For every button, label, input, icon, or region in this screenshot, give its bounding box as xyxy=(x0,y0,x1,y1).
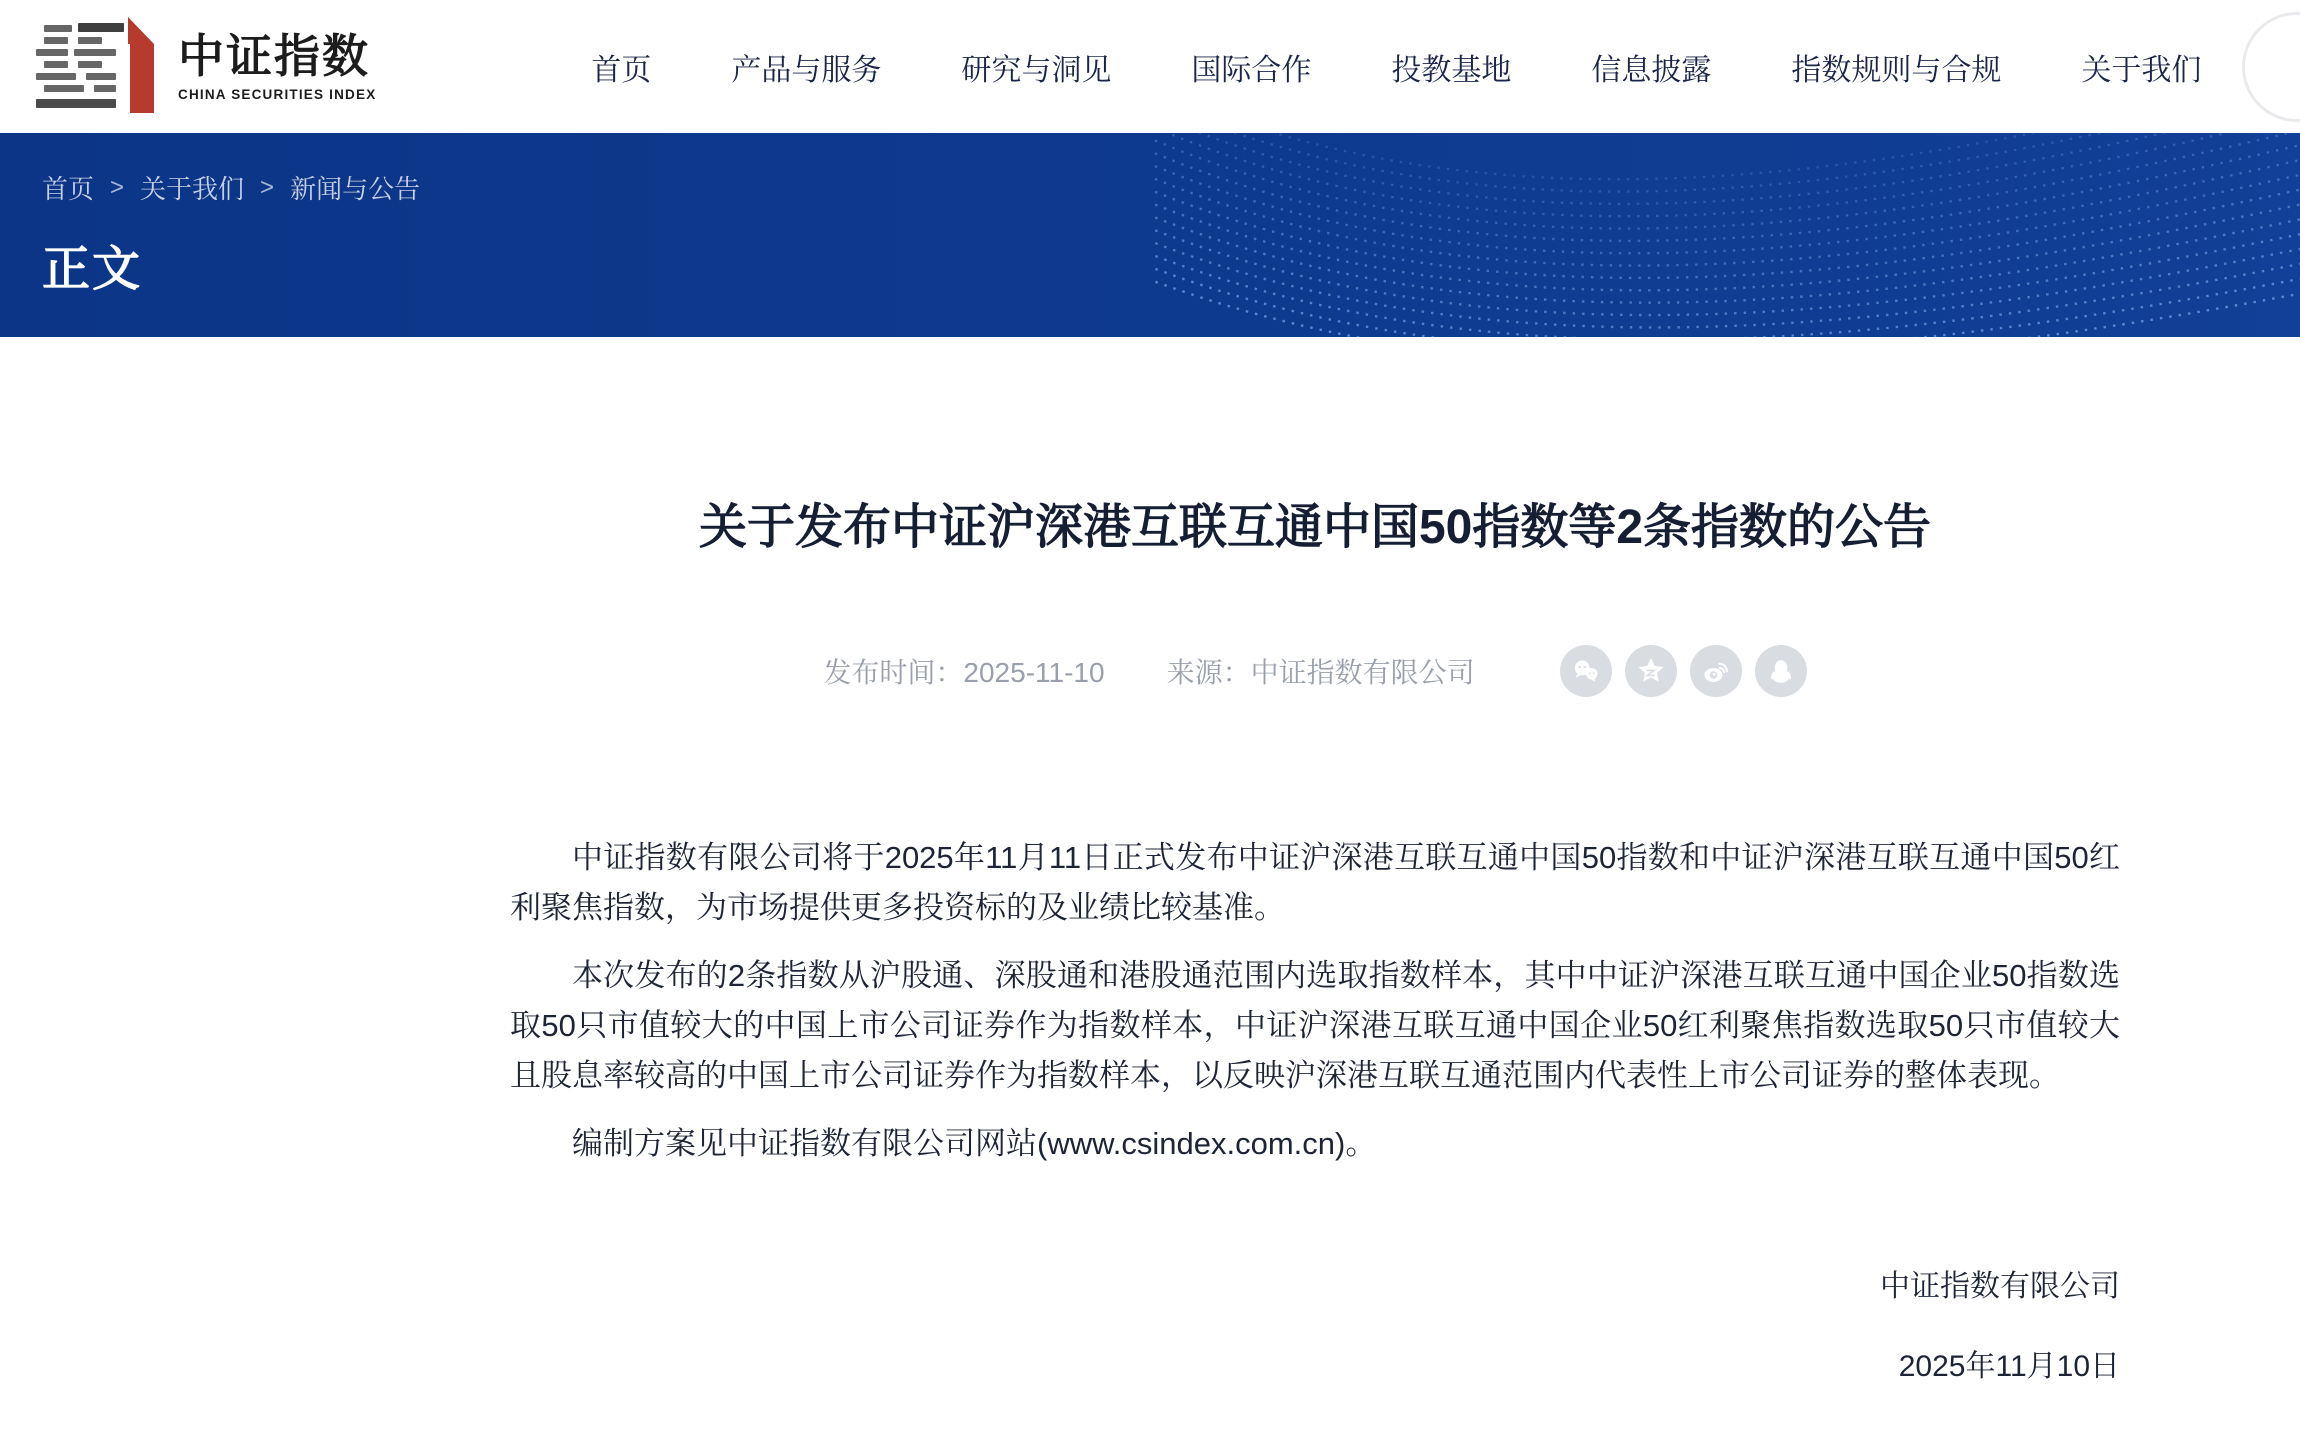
logo-title: 中证指数 xyxy=(178,29,370,82)
source-label: 来源： xyxy=(1166,656,1251,688)
breadcrumb-separator: > xyxy=(110,173,125,201)
nav-item-home[interactable]: 首页 xyxy=(591,53,652,87)
logo-subtitle: CHINA SECURITIES INDEX xyxy=(178,87,377,103)
main-nav xyxy=(591,45,2281,89)
nav-item-disclosure[interactable]: 信息披露 xyxy=(1591,53,1712,87)
share-toolbar xyxy=(1547,645,1807,697)
source-value: 中证指数有限公司 xyxy=(1250,656,1475,688)
article-body xyxy=(510,833,2120,1169)
qq-share-icon[interactable] xyxy=(1755,645,1807,697)
article-paragraph: 编制方案见中证指数有限公司网站(www.csindex.com.cn)。 xyxy=(572,1125,1377,1161)
nav-item-education[interactable]: 投教基地 xyxy=(1391,53,1512,87)
publish-time-value: 2025-11-10 xyxy=(963,656,1105,688)
csi-logo[interactable] xyxy=(30,17,376,117)
article-paragraph: 本次发布的2条指数从沪股通、深股通和港股通范围内选取指数样本，其中中证沪深港互联互通中国企业50指数选取50只市值较大的中国上市公司证券作为指数样本，中证沪深港互联互通中国企业50红利聚焦指数选取50只市值较大且股息率较高的中国上市公司证券作为指数样本，以反映沪深港互联互通范围内代表性上市公司证券的整体表现。 xyxy=(510,957,2120,1093)
nav-item-about[interactable]: 关于我们 xyxy=(2081,53,2202,87)
nav-item-rules[interactable]: 指数规则与合规 xyxy=(1791,53,2002,87)
article-signature xyxy=(510,1261,2120,1385)
signature-date: 2025年11月10日 xyxy=(1898,1349,2120,1383)
article-title: 关于发布中证沪深港互联互通中国50指数等2条指数的公告 xyxy=(698,501,1932,554)
csi-logo-icon xyxy=(30,17,162,117)
nav-item-products[interactable]: 产品与服务 xyxy=(731,53,882,87)
signature-company: 中证指数有限公司 xyxy=(1880,1269,2120,1303)
search-icon[interactable] xyxy=(2242,12,2300,122)
article-paragraph: 中证指数有限公司将于2025年11月11日正式发布中证沪深港互联互通中国50指数和中证沪深港互联互通中国50红利聚焦指数，为市场提供更多投资标的及业绩比较基准。 xyxy=(510,839,2120,925)
wechat-share-icon[interactable] xyxy=(1560,645,1612,697)
nav-item-research[interactable]: 研究与洞见 xyxy=(961,53,1112,87)
qzone-share-icon[interactable] xyxy=(1625,645,1677,697)
breadcrumb-news[interactable]: 新闻与公告 xyxy=(290,174,421,204)
publish-time xyxy=(823,651,1104,691)
nav-item-intl[interactable]: 国际合作 xyxy=(1191,53,1312,87)
article-source xyxy=(1167,651,1475,691)
article-meta xyxy=(510,645,2120,697)
publish-time-label: 发布时间： xyxy=(823,656,964,688)
weibo-share-icon[interactable] xyxy=(1690,645,1742,697)
breadcrumb xyxy=(42,133,2300,206)
breadcrumb-separator: > xyxy=(260,173,275,201)
breadcrumb-home[interactable]: 首页 xyxy=(42,174,95,204)
page-banner xyxy=(0,133,2300,337)
breadcrumb-about[interactable]: 关于我们 xyxy=(140,174,245,204)
top-header xyxy=(0,0,2300,133)
article-content xyxy=(510,499,2120,1385)
banner-title: 正文 xyxy=(42,243,143,296)
